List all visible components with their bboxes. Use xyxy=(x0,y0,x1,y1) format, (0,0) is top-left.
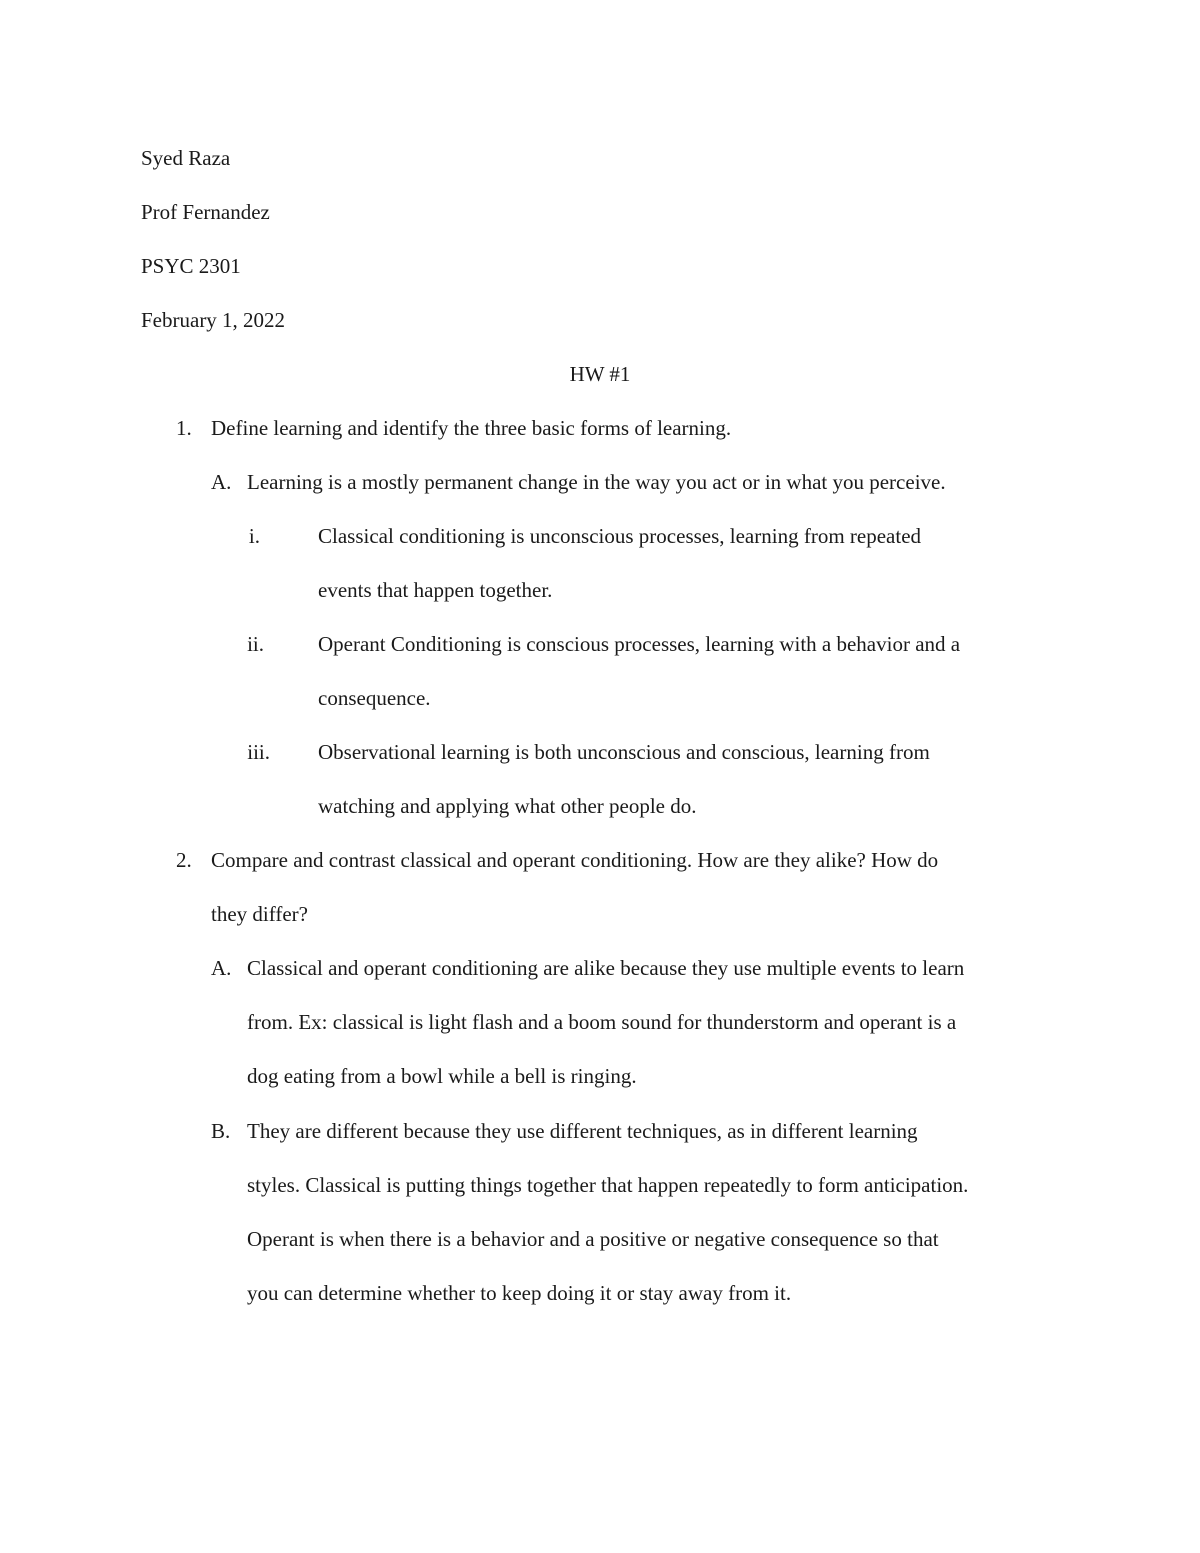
course-code: PSYC 2301 xyxy=(141,254,241,278)
sub-item-iii-line-2: watching and applying what other people do. xyxy=(318,794,697,818)
answer-2b-line-4: you can determine whether to keep doing it or stay away from it. xyxy=(247,1281,792,1305)
answer-2a-line-2: from. Ex: classical is light flash and a boom sound for thunderstorm and operant is a xyxy=(247,1010,957,1034)
sub-item-i-line-1: Classical conditioning is unconscious processes, learning from repeated xyxy=(318,524,922,548)
sub-item-i-line-2: events that happen together. xyxy=(318,578,553,602)
answer-1a-marker: A. xyxy=(211,470,232,494)
answer-2b-line-2: styles. Classical is putting things together that happen repeatedly to form anticipation. xyxy=(247,1173,969,1197)
answer-2a-marker: A. xyxy=(211,956,232,980)
sub-item-iii-marker: iii. xyxy=(247,740,270,764)
page-title: HW #1 xyxy=(569,362,631,386)
date: February 1, 2022 xyxy=(141,308,286,332)
sub-item-iii-line-1: Observational learning is both unconscious and conscious, learning from xyxy=(318,740,930,764)
answer-2a-line-3: dog eating from a bowl while a bell is ringing. xyxy=(247,1064,637,1088)
sub-item-i-marker: i. xyxy=(248,524,260,548)
question-2-prompt-line-2: they differ? xyxy=(211,902,308,926)
question-1-number: 1. xyxy=(176,416,192,440)
sub-item-ii-line-2: consequence. xyxy=(318,686,431,710)
student-name: Syed Raza xyxy=(141,146,231,170)
answer-2b-line-1: They are different because they use different techniques, as in different learning xyxy=(247,1119,918,1143)
answer-2b-line-3: Operant is when there is a behavior and a positive or negative consequence so that xyxy=(247,1227,939,1251)
answer-2a-line-1: Classical and operant conditioning are alike because they use multiple events to learn xyxy=(247,956,965,980)
question-2-number: 2. xyxy=(176,848,192,872)
sub-item-ii-line-1: Operant Conditioning is conscious processes, learning with a behavior and a xyxy=(318,632,961,656)
answer-2b-marker: B. xyxy=(211,1119,231,1143)
sub-item-ii-marker: ii. xyxy=(247,632,264,656)
question-2-prompt-line-1: Compare and contrast classical and operant conditioning. How are they alike? How do xyxy=(211,848,939,872)
question-1-prompt: Define learning and identify the three basic forms of learning. xyxy=(211,416,732,440)
professor-name: Prof Fernandez xyxy=(141,200,270,224)
answer-1a-text: Learning is a mostly permanent change in the way you act or in what you perceive. xyxy=(247,470,946,494)
